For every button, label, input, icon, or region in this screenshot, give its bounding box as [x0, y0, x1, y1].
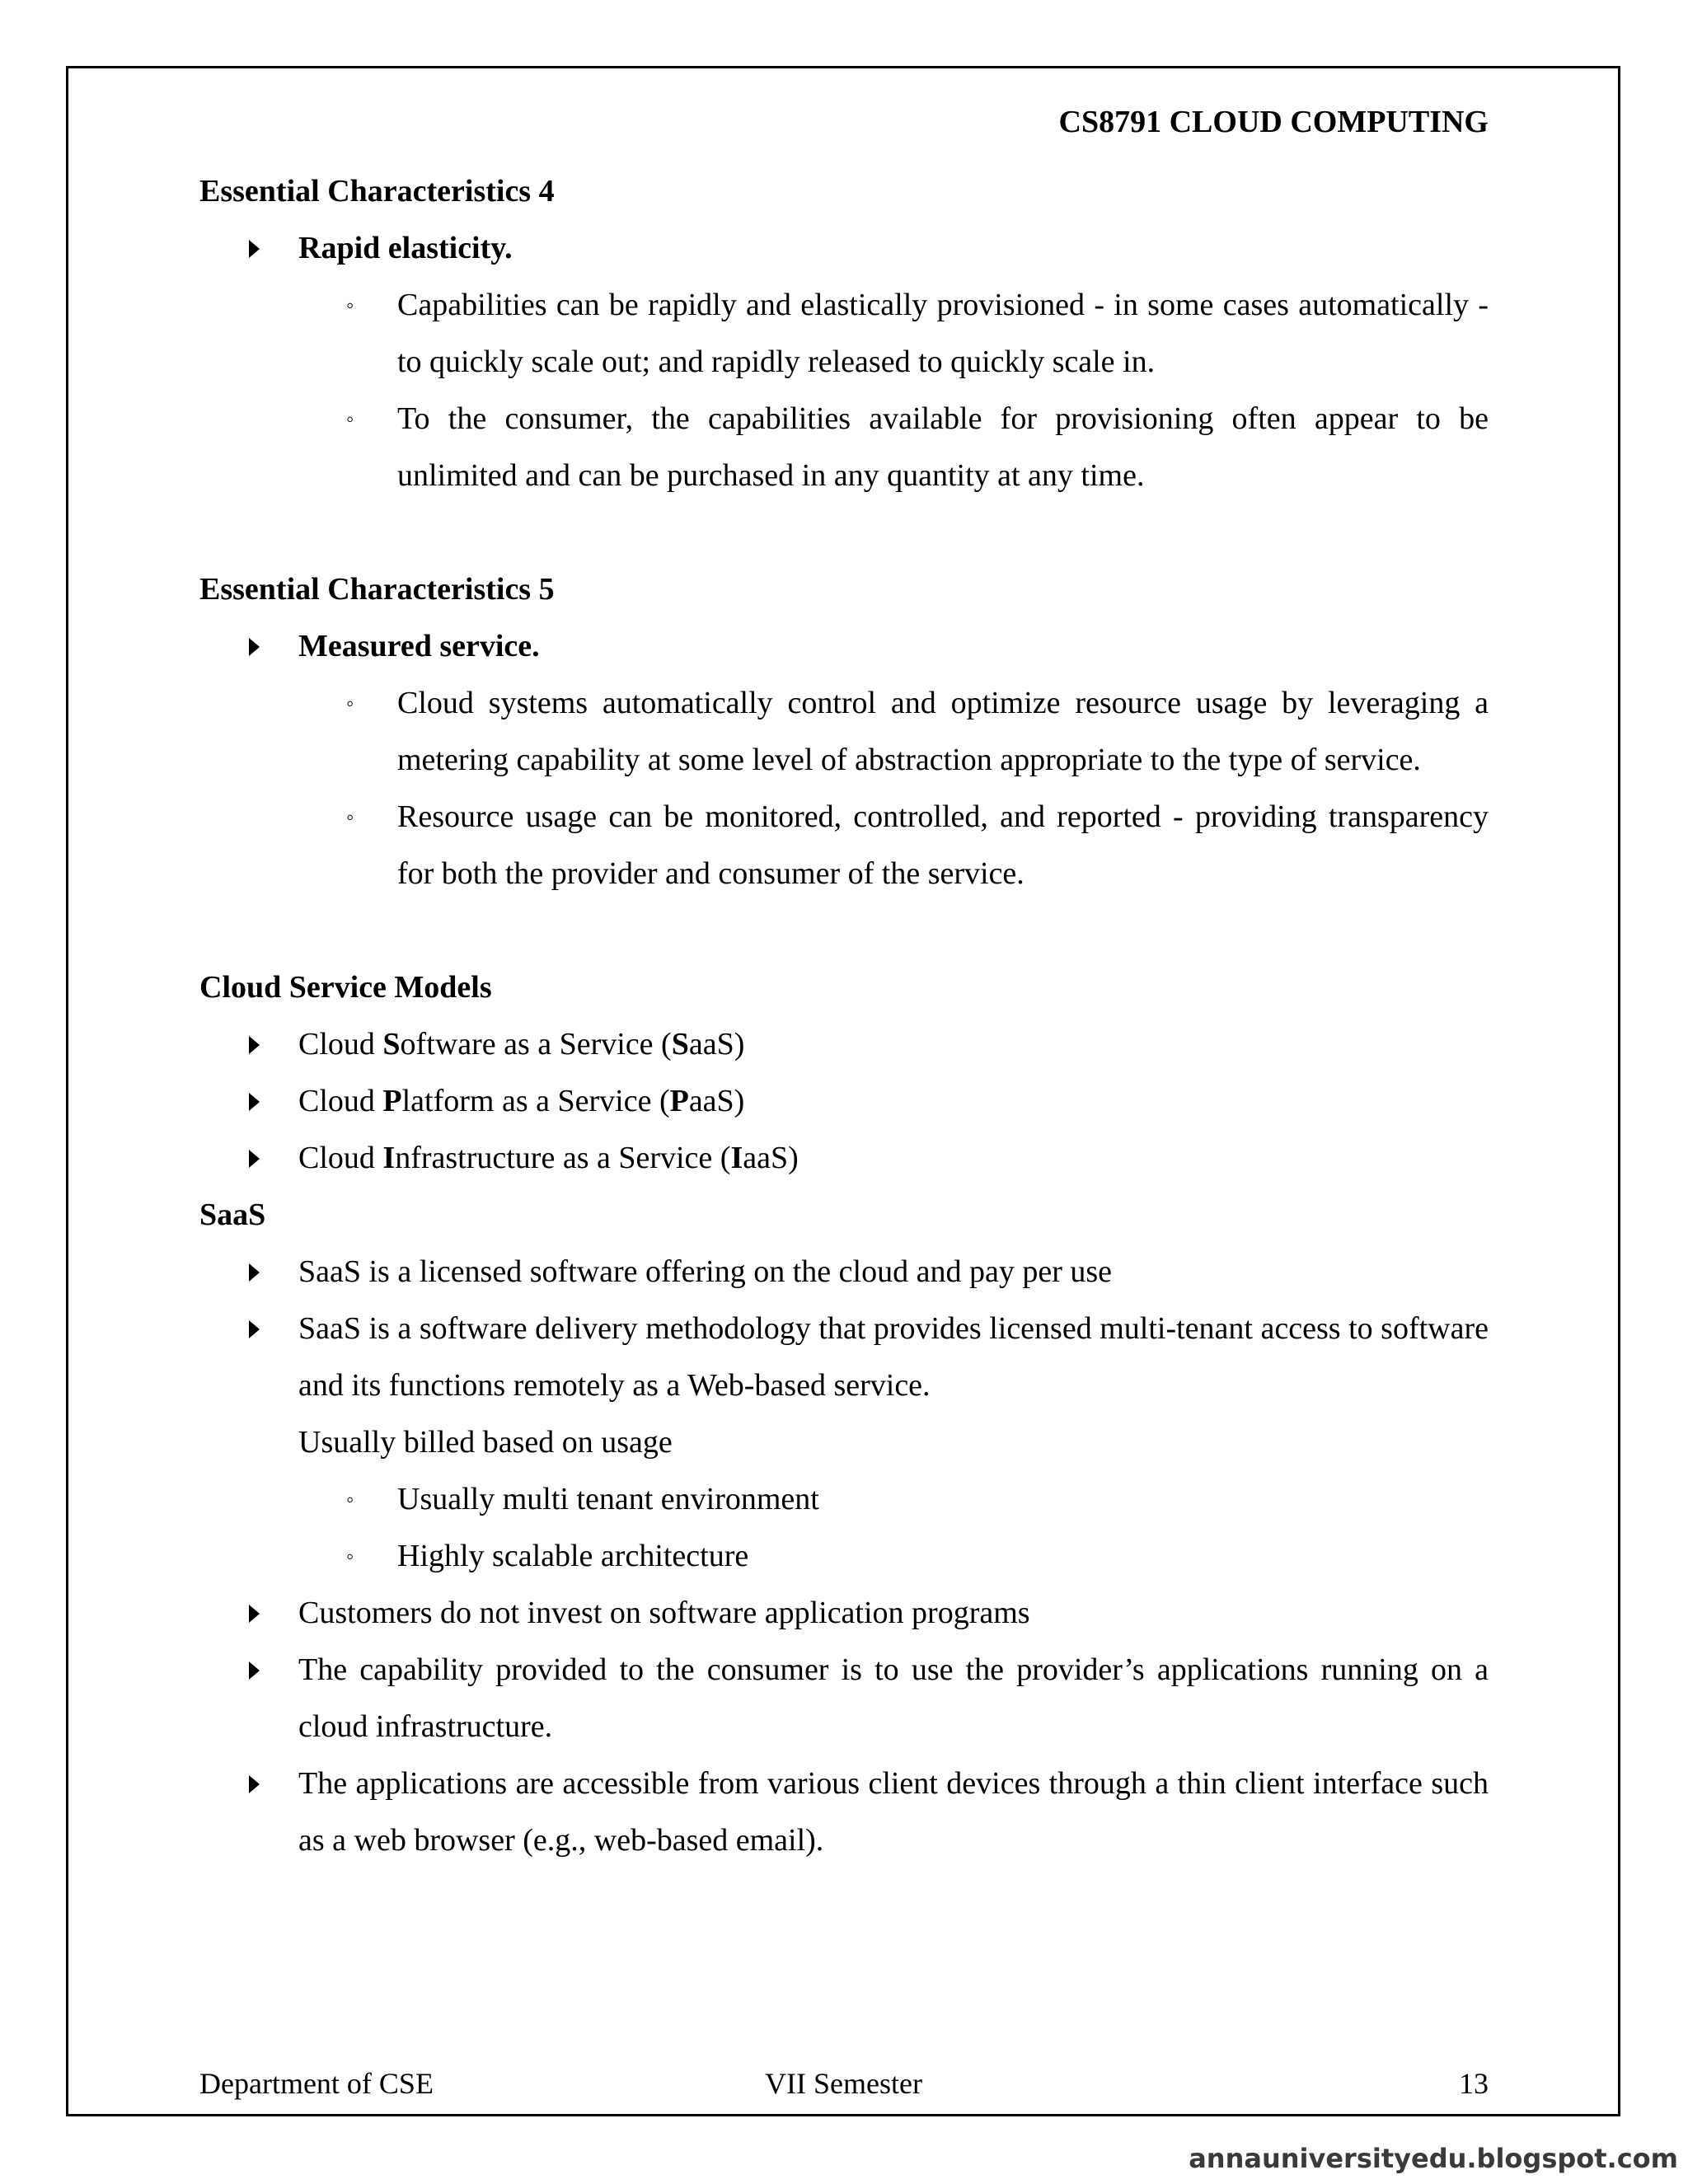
circle-bullet-icon: ◦ — [346, 1488, 354, 1511]
circle-bullet-icon: ◦ — [346, 293, 354, 317]
sub-list-item — [199, 675, 1489, 789]
circle-bullet-icon: ◦ — [346, 691, 354, 715]
list-item — [199, 618, 1489, 675]
triangle-bullet-icon — [249, 1093, 260, 1111]
page-number: 13 — [1459, 2067, 1489, 2100]
triangle-bullet-icon — [249, 1605, 260, 1623]
circle-bullet-icon: ◦ — [346, 805, 354, 829]
footer-semester: VII Semester — [765, 2067, 922, 2100]
triangle-bullet-icon — [249, 1263, 260, 1282]
watermark: annauniversityedu.blogspot.com — [1189, 2143, 1678, 2174]
section-heading-saas: SaaS — [199, 1197, 266, 1232]
page-content — [199, 0, 1489, 1869]
list-item — [199, 220, 1489, 277]
section-heading-ec4: Essential Characteristics 4 — [199, 174, 555, 209]
page-header: CS8791 CLOUD COMPUTING — [1058, 105, 1489, 139]
triangle-bullet-icon — [249, 1661, 260, 1680]
list-item-paas: Cloud Platform as a Service (PaaS) — [199, 1073, 1489, 1130]
triangle-bullet-icon — [249, 240, 260, 258]
list-item: The capability provided to the consumer is to use the provider’s applications running on a cloud infrastructure. — [199, 1642, 1489, 1755]
triangle-bullet-icon — [249, 638, 260, 656]
sub-list-item — [199, 789, 1489, 902]
sub-item-text: Resource usage can be monitored, controlled, and reported - providing transparency for both the provider and consumer of the service. — [397, 799, 1489, 891]
sub-list-item — [199, 277, 1489, 391]
list-item-iaas: Cloud Infrastructure as a Service (IaaS) — [199, 1130, 1489, 1187]
triangle-bullet-icon — [249, 1775, 260, 1793]
sub-list-item: ◦ Usually multi tenant environment — [199, 1471, 1489, 1528]
sub-list-item: ◦ Highly scalable architecture — [199, 1528, 1489, 1585]
section-heading-service-models: Cloud Service Models — [199, 970, 492, 1005]
triangle-bullet-icon — [249, 1320, 260, 1338]
list-item: SaaS is a licensed software offering on the cloud and pay per use — [199, 1244, 1489, 1301]
circle-bullet-icon: ◦ — [346, 1544, 354, 1568]
sub-item-text: To the consumer, the capabilities available for provisioning often appear to be unlimited and can be purchased in any quantity at any time. — [397, 401, 1489, 493]
circle-bullet-icon: ◦ — [346, 407, 354, 431]
sub-item-text: Cloud systems automatically control and optimize resource usage by leveraging a metering capability at some level of abstraction appropriate to the type of service. — [397, 686, 1489, 777]
triangle-bullet-icon — [249, 1150, 260, 1168]
list-item: SaaS is a software delivery methodology that provides licensed multi-tenant access to software and its functions remotely as a Web-based service. Usually billed based on usage — [199, 1301, 1489, 1471]
item-title: Rapid elasticity. — [298, 231, 513, 265]
triangle-bullet-icon — [249, 1036, 260, 1054]
list-item: The applications are accessible from various client devices through a thin client interface such as a web browser (e.g., web-based email). — [199, 1755, 1489, 1869]
list-item: Customers do not invest on software application programs — [199, 1585, 1489, 1642]
item-title: Measured service. — [298, 629, 540, 663]
sub-item-text: Capabilities can be rapidly and elastically provisioned - in some cases automatically - to quickly scale out; and rapidly released to quickly scale in. — [397, 288, 1489, 379]
section-heading-ec5: Essential Characteristics 5 — [199, 572, 555, 607]
sub-list-item — [199, 391, 1489, 504]
footer-department: Department of CSE — [199, 2067, 434, 2100]
list-item-saas: Cloud Software as a Service (SaaS) — [199, 1016, 1489, 1073]
